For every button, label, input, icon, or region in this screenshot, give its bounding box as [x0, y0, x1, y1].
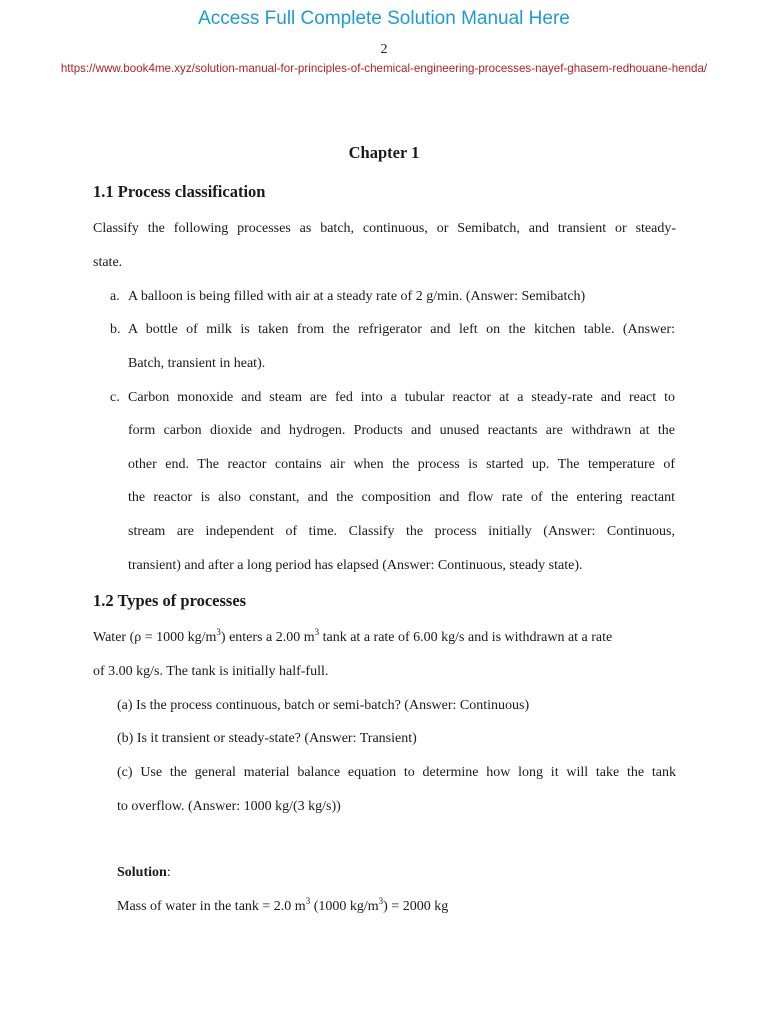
- source-url-link[interactable]: https://www.book4me.xyz/solution-manual-for-principles-of-chemical-engineering-processes-nayef-ghasem-redhouane-henda/: [60, 62, 708, 75]
- intro-line-2: state.: [93, 255, 123, 270]
- solution-label: Solution:: [117, 865, 171, 880]
- list-marker-a: a.: [110, 289, 120, 304]
- question-c-line-2: to overflow. (Answer: 1000 kg/(3 kg/s)): [117, 799, 341, 814]
- solution-manual-banner-link[interactable]: Access Full Complete Solution Manual Here: [198, 8, 570, 29]
- list-item-b-line-1: A bottle of milk is taken from the refrigerator and left on the kitchen table. (Answer:: [128, 322, 675, 337]
- list-item-c-line-5: stream are independent of time. Classify the process initially (Answer: Continuous,: [128, 524, 675, 539]
- list-item-c-line-2: form carbon dioxide and hydrogen. Products and unused reactants are withdrawn at the: [128, 423, 675, 438]
- list-item-c-line-1: Carbon monoxide and steam are fed into a tubular reactor at a steady-rate and react to: [128, 390, 675, 405]
- section-heading-types-of-processes: 1.2 Types of processes: [93, 591, 247, 610]
- intro-line-1: Classify the following processes as batch, continuous, or Semibatch, and transient or steady-: [93, 221, 676, 236]
- list-item-c-line-6: transient) and after a long period has elapsed (Answer: Continuous, steady state).: [128, 558, 583, 573]
- question-c-line-1: (c) Use the general material balance equation to determine how long it will take the tank: [117, 765, 676, 780]
- question-a: (a) Is the process continuous, batch or semi-batch? (Answer: Continuous): [117, 698, 530, 713]
- question-b: (b) Is it transient or steady-state? (Answer: Transient): [117, 731, 417, 746]
- section-heading-process-classification: 1.1 Process classification: [93, 182, 266, 201]
- list-item-a-line-1: A balloon is being filled with air at a steady rate of 2 g/min. (Answer: Semibatch): [128, 289, 586, 304]
- page-number: 2: [380, 42, 388, 57]
- problem-statement-line-2: of 3.00 kg/s. The tank is initially half-full.: [93, 664, 329, 679]
- list-marker-c: c.: [110, 390, 120, 405]
- solution-mass-equation: Mass of water in the tank = 2.0 $m^3$ (1000 $kg/m^3) = 2000$ kg: [117, 896, 449, 914]
- chapter-title: Chapter 1: [348, 143, 420, 162]
- list-item-b-line-2: Batch, transient in heat).: [128, 356, 266, 371]
- problem-statement-line-1: Water (ρ = 1000 $kg/m^3$) enters a 2.00 $m^3$ tank at a rate of 6.00 kg/s and is withdrawn at a rate: [93, 627, 613, 645]
- list-marker-b: b.: [110, 322, 121, 337]
- list-item-c-line-4: the reactor is also constant, and the composition and flow rate of the entering reactant: [128, 490, 675, 505]
- list-item-c-line-3: other end. The reactor contains air when the process is started up. The temperature of: [128, 457, 675, 472]
